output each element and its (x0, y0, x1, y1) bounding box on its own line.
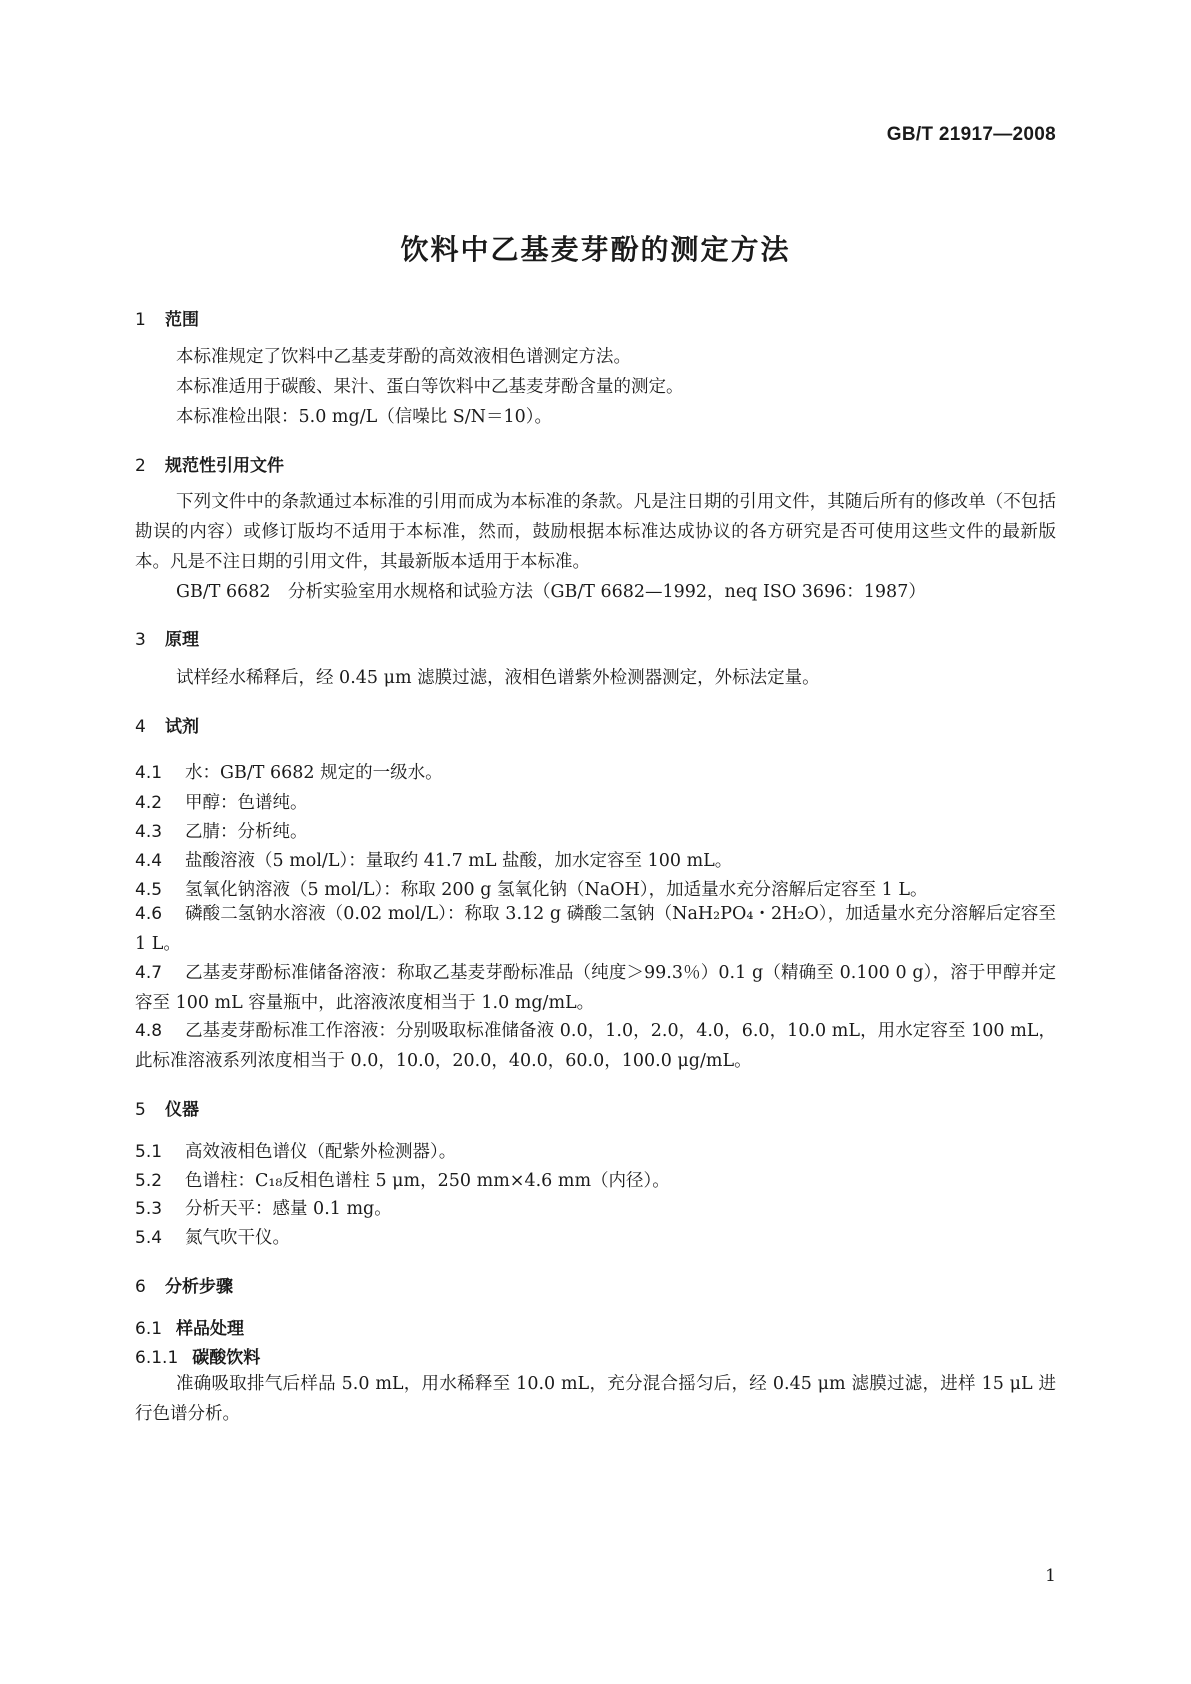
section-1-heading (135, 305, 199, 330)
item-number: 4.4 (135, 851, 163, 871)
item-text: 水：GB/T 6682 规定的一级水。 (185, 763, 443, 783)
subsection-6-1-1-heading (135, 1343, 260, 1368)
item-text: 乙基麦芽酚标准储备溶液：称取乙基麦芽酚标准品（纯度＞99.3％）0.1 g（精确至 0.100 0 g），溶于甲醇并定容至 100 mL 容量瓶中，此溶液浓度相当于 1.0 mg/mL。 (135, 963, 1056, 1013)
scope-paragraph-2: 本标准适用于碳酸、果汁、蛋白等饮料中乙基麦芽酚含量的测定。 (176, 377, 684, 397)
item-number: 4.2 (135, 793, 163, 813)
section-title: 样品处理 (176, 1319, 245, 1339)
reference-gbt-6682: GB/T 6682 分析实验室用水规格和试验方法（GB/T 6682—1992，neq ISO 3696：1987） (176, 582, 926, 602)
section-3-heading (135, 625, 199, 650)
reagent-item (135, 789, 308, 814)
item-number: 5.4 (135, 1228, 163, 1248)
item-text: 甲醇：色谱纯。 (185, 793, 308, 813)
item-text: 乙基麦芽酚标准工作溶液：分别吸取标准储备液 0.0，1.0，2.0，4.0，6.0，10.0 mL，用水定容至 100 mL，此标准溶液系列浓度相当于 0.0，10.0，20.0，40.0，60.0，100.0 μg/mL。 (135, 1021, 1056, 1071)
item-text: 乙腈：分析纯。 (185, 822, 308, 842)
item-text: 高效液相色谱仪（配紫外检测器）。 (185, 1142, 457, 1162)
section-title: 分析步骤 (165, 1277, 233, 1297)
reagent-item-4-8 (135, 1016, 1056, 1076)
section-number: 4 (135, 717, 146, 737)
item-number: 4.1 (135, 763, 163, 783)
section-number: 3 (135, 630, 146, 650)
scope-paragraph-1: 本标准规定了饮料中乙基麦芽酚的高效液相色谱测定方法。 (176, 347, 631, 367)
subsection-6-1-heading (135, 1314, 244, 1339)
reagent-item (135, 876, 927, 901)
item-number: 4.6 (135, 904, 163, 924)
carbonated-beverage-paragraph: 准确吸取排气后样品 5.0 mL，用水稀释至 10.0 mL，充分混合摇匀后，经 0.45 μm 滤膜过滤，进样 15 μL 进行色谱分析。 (135, 1374, 1056, 1424)
page-number: 1 (1045, 1566, 1056, 1586)
item-number: 4.7 (135, 963, 163, 983)
page-title: 饮料中乙基麦芽酚的测定方法 (400, 233, 791, 266)
item-number: 5.3 (135, 1199, 163, 1219)
section-number: 6 (135, 1277, 146, 1297)
item-number: 4.8 (135, 1021, 163, 1041)
section-5-heading (135, 1095, 199, 1120)
principle-paragraph: 试样经水稀释后，经 0.45 μm 滤膜过滤，液相色谱紫外检测器测定，外标法定量。 (176, 668, 820, 688)
item-number: 4.5 (135, 880, 163, 900)
item-text: 磷酸二氢钠水溶液（0.02 mol/L）：称取 3.12 g 磷酸二氢钠（NaH₂PO₄・2H₂O），加适量水充分溶解后定容至 1 L。 (135, 904, 1056, 954)
section-6-heading (135, 1272, 233, 1297)
reagent-item (135, 818, 308, 843)
section-number: 5 (135, 1100, 146, 1120)
item-text: 氮气吹干仪。 (185, 1228, 290, 1248)
normative-references-paragraph: 下列文件中的条款通过本标准的引用而成为本标准的条款。凡是注日期的引用文件，其随后所有的修改单（不包括勘误的内容）或修订版均不适用于本标准，然而，鼓励根据本标准达成协议的各方研究是否可使用这些文件的最新版本。凡是不注日期的引用文件，其最新版本适用于本标准。 (135, 492, 1056, 572)
item-number: 5.2 (135, 1171, 163, 1191)
reagent-item (135, 759, 443, 784)
apparatus-item (135, 1167, 670, 1192)
section-4-heading (135, 712, 199, 737)
section-number: 2 (135, 456, 146, 476)
section-number: 6.1 (135, 1319, 163, 1339)
reagent-item-4-6 (135, 899, 1056, 959)
reagent-item (135, 847, 732, 872)
reagent-item-4-7 (135, 958, 1056, 1018)
item-number: 5.1 (135, 1142, 163, 1162)
scope-paragraph-3: 本标准检出限：5.0 mg/L（信噪比 S/N＝10）。 (176, 407, 552, 427)
item-text: 色谱柱：C₁₈反相色谱柱 5 μm，250 mm×4.6 mm（内径）。 (185, 1171, 670, 1191)
item-text: 盐酸溶液（5 mol/L）：量取约 41.7 mL 盐酸，加水定容至 100 mL。 (185, 851, 733, 871)
section-title: 碳酸饮料 (192, 1348, 261, 1368)
section-title: 原理 (165, 630, 199, 650)
section-title: 试剂 (165, 717, 199, 737)
section-title: 范围 (165, 310, 199, 330)
item-text: 分析天平：感量 0.1 mg。 (185, 1199, 392, 1219)
apparatus-item (135, 1224, 290, 1249)
section-title: 规范性引用文件 (165, 456, 284, 476)
item-text: 氢氧化钠溶液（5 mol/L）：称取 200 g 氢氧化钠（NaOH），加适量水充分溶解后定容至 1 L。 (185, 880, 928, 900)
section-title: 仪器 (165, 1100, 199, 1120)
item-number: 4.3 (135, 822, 163, 842)
section-number: 6.1.1 (135, 1348, 179, 1368)
apparatus-item (135, 1195, 392, 1220)
standard-number: GB/T 21917—2008 (886, 124, 1056, 145)
section-number: 1 (135, 310, 146, 330)
apparatus-item (135, 1138, 456, 1163)
section-2-heading (135, 451, 284, 476)
